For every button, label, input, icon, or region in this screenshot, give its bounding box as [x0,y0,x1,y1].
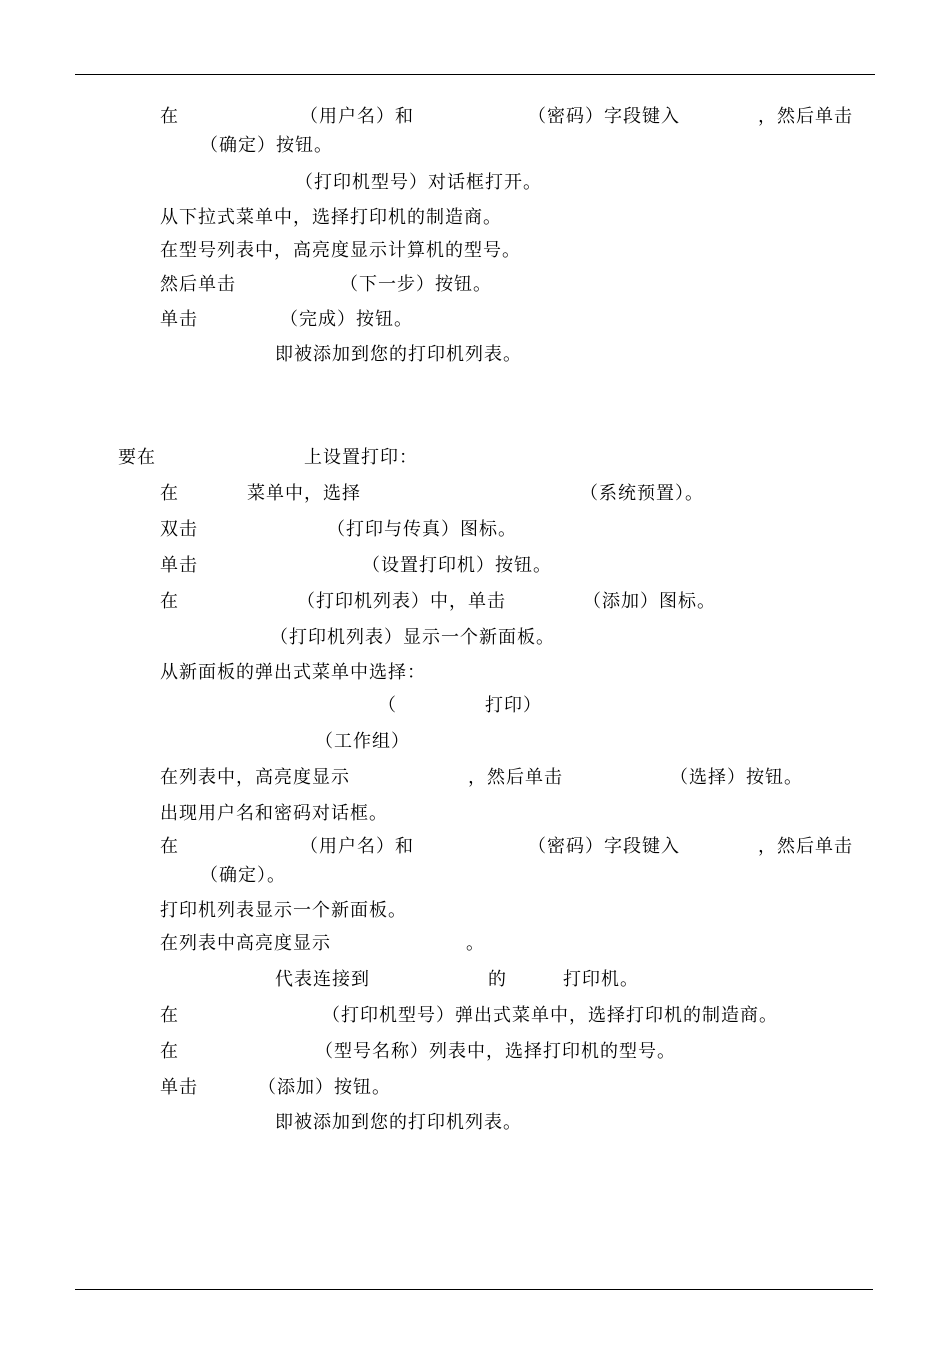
step-text: （确定）。 [200,865,286,886]
step-text: 在 [160,483,179,504]
step-text: ，然后单击 [758,106,853,127]
step-text: 单击 [160,555,198,576]
step-text: （打印机列表）显示一个新面板。 [270,627,555,648]
header-rule [75,74,875,75]
step-text: （选择）按钮。 [670,767,803,788]
step-text: （型号名称）列表中，选择打印机的型号。 [315,1041,676,1062]
step-text: 在 [160,591,179,612]
step-text: 在型号列表中，高亮度显示计算机的型号。 [160,240,521,261]
step-text: 菜单中，选择 [247,483,361,504]
step-text: 即被添加到您的打印机列表。 [275,344,522,365]
step-text: （用户名）和 [300,106,414,127]
step-text: 单击 [160,1077,198,1098]
step-text: （添加）图标。 [583,591,716,612]
step-text: （打印机列表）中，单击 [297,591,506,612]
step-text: （打印机型号）弹出式菜单中，选择打印机的制造商。 [322,1005,778,1026]
step-text: 代表连接到 [275,969,370,990]
step-text: （添加）按钮。 [258,1077,391,1098]
step-text: ，然后单击 [758,836,853,857]
step-text: 从下拉式菜单中，选择打印机的制造商。 [160,207,502,228]
step-text: 在列表中，高亮度显示 [160,767,350,788]
step-text: （用户名）和 [300,836,414,857]
step-text: 在 [160,1005,179,1026]
step-text: （设置打印机）按钮。 [362,555,552,576]
section-heading: 上设置打印： [304,447,418,468]
step-text: 在 [160,836,179,857]
step-text: 打印机。 [563,969,639,990]
step-text: 单击 [160,309,198,330]
step-text: 打印） [485,695,542,716]
step-text: 出现用户名和密码对话框。 [160,803,388,824]
step-text: （密码）字段键入 [528,836,680,857]
step-text: 双击 [160,519,198,540]
step-text: ，然后单击 [468,767,563,788]
step-text: （系统预置）。 [580,483,704,504]
step-text: （下一步）按钮。 [340,274,492,295]
step-text: 从新面板的弹出式菜单中选择： [160,662,426,683]
step-text: 在 [160,1041,179,1062]
step-text: 在 [160,106,179,127]
step-text: （打印与传真）图标。 [327,519,517,540]
footer-rule [75,1289,873,1290]
step-text: （确定）按钮。 [200,135,333,156]
step-text: （工作组） [315,731,410,752]
step-text: 即被添加到您的打印机列表。 [275,1112,522,1133]
step-text: （密码）字段键入 [528,106,680,127]
step-text: 在列表中高亮度显示 [160,933,331,954]
step-text: （ [378,695,397,716]
section-heading: 要在 [118,447,156,468]
step-text: 。 [466,933,485,954]
step-text: （打印机型号）对话框打开。 [295,172,542,193]
step-text: 然后单击 [160,274,236,295]
step-text: （完成）按钮。 [280,309,413,330]
step-text: 打印机列表显示一个新面板。 [160,900,407,921]
step-text: 的 [488,969,507,990]
